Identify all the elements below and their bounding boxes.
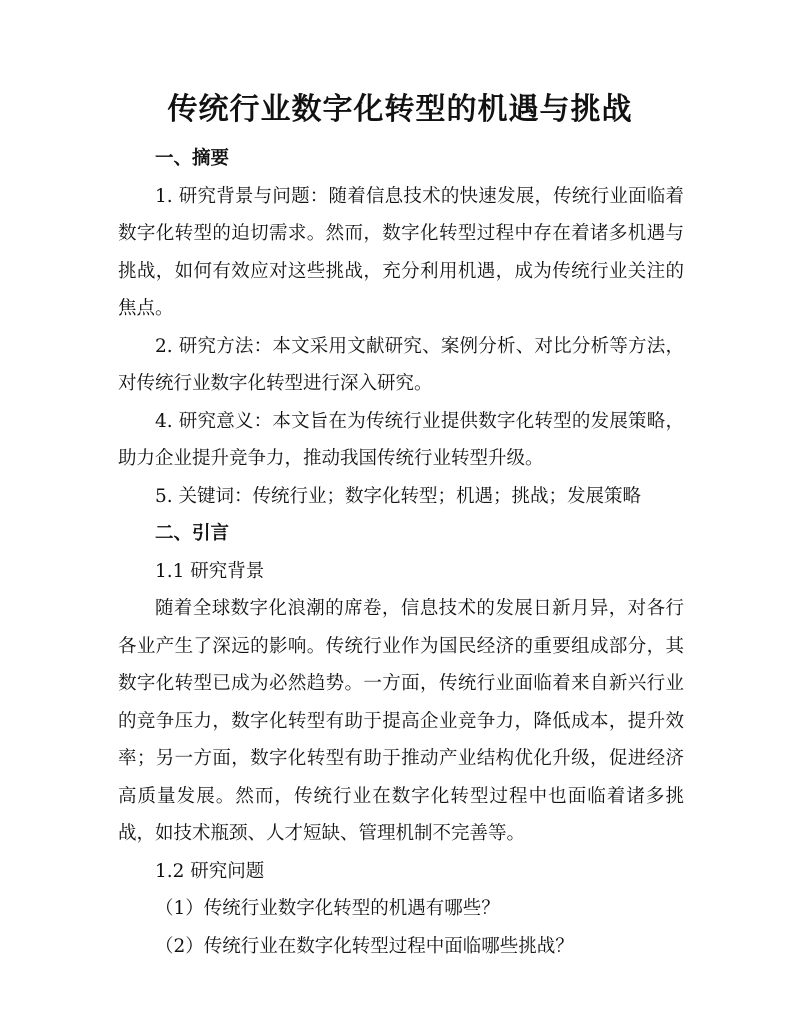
research-question-1: （1）传统行业数字化转型的机遇有哪些？: [155, 898, 500, 919]
abstract-item-significance: 4. 研究意义：本文旨在为传统行业提供数字化转型的发展策略，助力企业提升竞争力，推动我国传统行业转型升级。: [118, 410, 684, 469]
abstract-item-keywords: 5. 关键词：传统行业；数字化转型；机遇；挑战；发展策略: [155, 485, 642, 507]
abstract-item-method: 2. 研究方法：本文采用文献研究、案例分析、对比分析等方法，对传统行业数字化转型进行深入研究。: [118, 335, 684, 394]
document-body: [118, 140, 684, 965]
document-title: 传统行业数字化转型的机遇与挑战: [167, 92, 633, 127]
abstract-heading: 一、摘要: [155, 148, 230, 169]
abstract-item-background: 1. 研究背景与问题：随着信息技术的快速发展，传统行业面临着数字化转型的迫切需求。然而，数字化转型过程中存在着诸多机遇与挑战，如何有效应对这些挑战，充分利用机遇，成为传统行业关注的焦点。: [118, 185, 684, 319]
questions-heading: 1.2 研究问题: [155, 860, 265, 882]
intro-heading: 二、引言: [155, 523, 230, 544]
background-paragraph: 随着全球数字化浪潮的席卷，信息技术的发展日新月异，对各行各业产生了深远的影响。传统行业作为国民经济的重要组成部分，其数字化转型已成为必然趋势。一方面，传统行业面临着来自新兴行业的竞争压力，数字化转型有助于提高企业竞争力，降低成本，提升效率；另一方面，数字化转型有助于推动产业结构优化升级，促进经济高质量发展。然而，传统行业在数字化转型过程中也面临着诸多挑战，如技术瓶颈、人才短缺、管理机制不完善等。: [118, 598, 684, 844]
research-question-2: （2）传统行业在数字化转型过程中面临哪些挑战？: [155, 935, 574, 957]
background-heading: 1.1 研究背景: [155, 560, 265, 582]
